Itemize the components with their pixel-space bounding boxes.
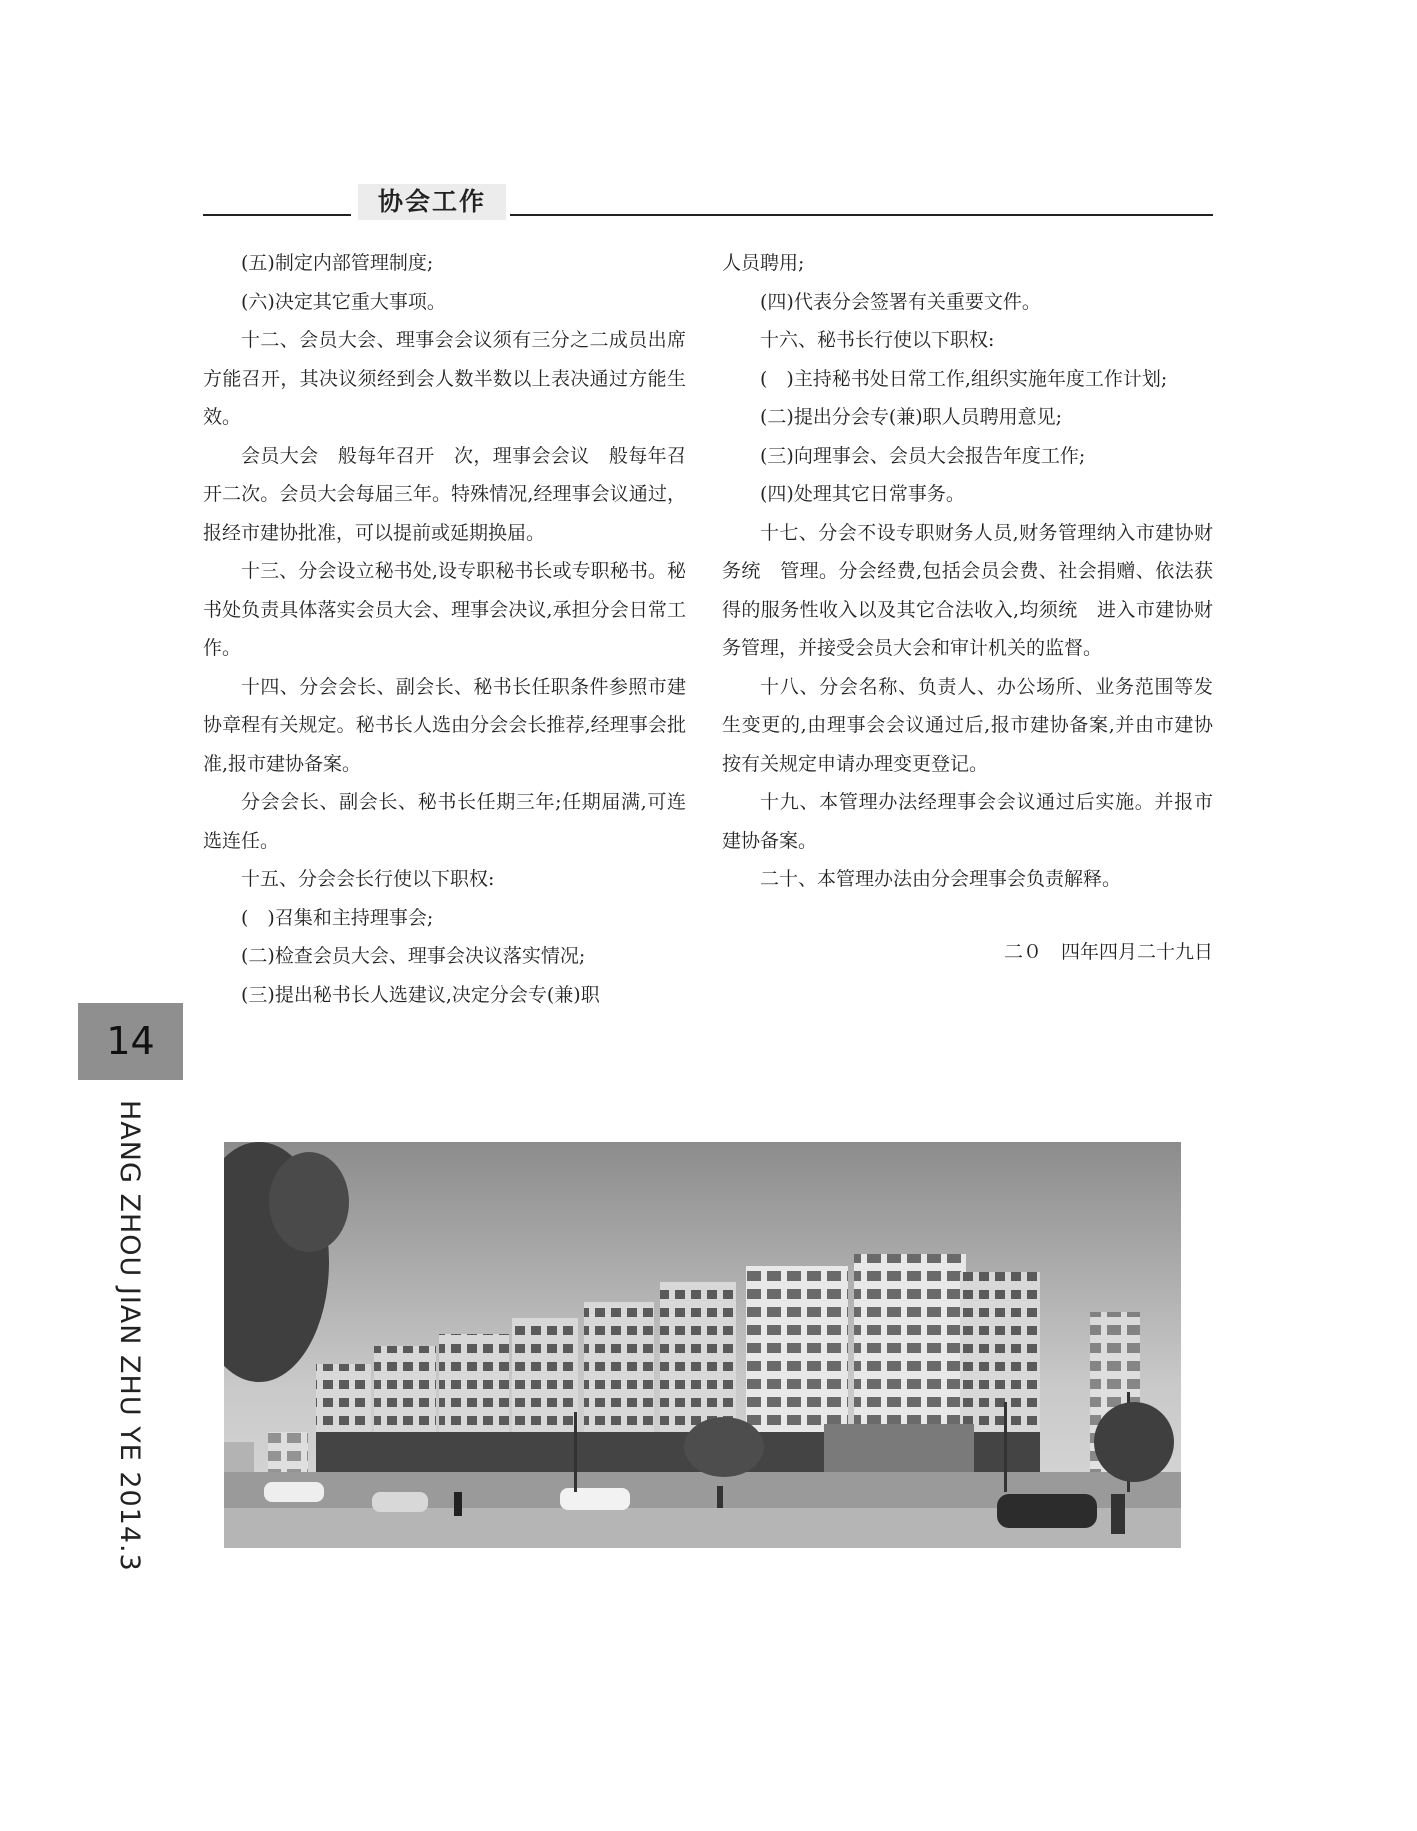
right-paragraph: (三)向理事会、会员大会报告年度工作; [760, 444, 1086, 467]
right-paragraph: 十八、分会名称、负责人、办公场所、业务范围等发生变更的,由理事会会议通过后,报市建协备案,并由市建协按有关规定申请办理变更登记。 [722, 675, 1213, 775]
section-title: 协会工作 [358, 184, 506, 220]
left-paragraph: (二)检查会员大会、理事会决议落实情况; [241, 945, 586, 967]
right-paragraph: (四)处理其它日常事务。 [760, 483, 965, 505]
header-rule-left [203, 214, 351, 216]
right-paragraph: (四)代表分会签署有关重要文件。 [760, 290, 1041, 313]
left-paragraph: (六)决定其它重大事项。 [241, 290, 446, 313]
page-number: 14 [78, 1003, 183, 1080]
document-date: 二０ 四年四月二十九日 [1003, 940, 1213, 963]
right-paragraph: ( )主持秘书处日常工作,组织实施年度工作计划; [760, 367, 1168, 390]
left-paragraph: 分会会长、副会长、秘书长任期三年;任期届满,可连选连任。 [203, 791, 686, 852]
building-photo [224, 1142, 1181, 1548]
right-paragraph: 十九、本管理办法经理事会会议通过后实施。并报市建协备案。 [722, 791, 1213, 852]
left-paragraph: (三)提出秘书长人选建议,决定分会专(兼)职 [241, 983, 600, 1006]
right-paragraph: 二十、本管理办法由分会理事会负责解释。 [760, 868, 1122, 890]
right-paragraph: (二)提出分会专(兼)职人员聘用意见; [760, 406, 1063, 428]
header-rule-right [510, 214, 1213, 216]
left-paragraph: 十二、会员大会、理事会会议须有三分之二成员出席方能召开，其决议须经到会人数半数以上表决通过方能生效。 [203, 329, 686, 428]
left-paragraph: (五)制定内部管理制度; [241, 252, 434, 274]
left-paragraph: ( )召集和主持理事会; [241, 906, 434, 929]
right-paragraph: 十七、分会不设专职财务人员,财务管理纳入市建协财务统 管理。分会经费,包括会员会费、社会捐赠、依法获得的服务性收入以及其它合法收入,均须统 进入市建协财务管理，并接受会员大会和审计机关的监督。 [722, 521, 1213, 659]
left-paragraph: 十五、分会会长行使以下职权: [241, 868, 495, 890]
right-continuation: 人员聘用; [722, 252, 805, 274]
left-paragraph: 会员大会 般每年召开 次，理事会会议 般每年召开二次。会员大会每届三年。特殊情况,经理事会议通过，报经市建协批准，可以提前或延期换届。 [203, 444, 686, 544]
left-column [203, 244, 686, 1014]
left-paragraph: 十三、分会设立秘书处,设专职秘书长或专职秘书。秘书处负责具体落实会员大会、理事会决议,承担分会日常工作。 [203, 560, 686, 659]
journal-name-vertical: HANG ZHOU JIAN ZHU YE 2014.3 [114, 1100, 145, 1572]
right-paragraph: 十六、秘书长行使以下职权: [760, 329, 995, 351]
right-column [722, 244, 1213, 971]
left-paragraph: 十四、分会会长、副会长、秘书长任职条件参照市建协章程有关规定。秘书长人选由分会会长推荐,经理事会批准,报市建协备案。 [203, 675, 686, 775]
